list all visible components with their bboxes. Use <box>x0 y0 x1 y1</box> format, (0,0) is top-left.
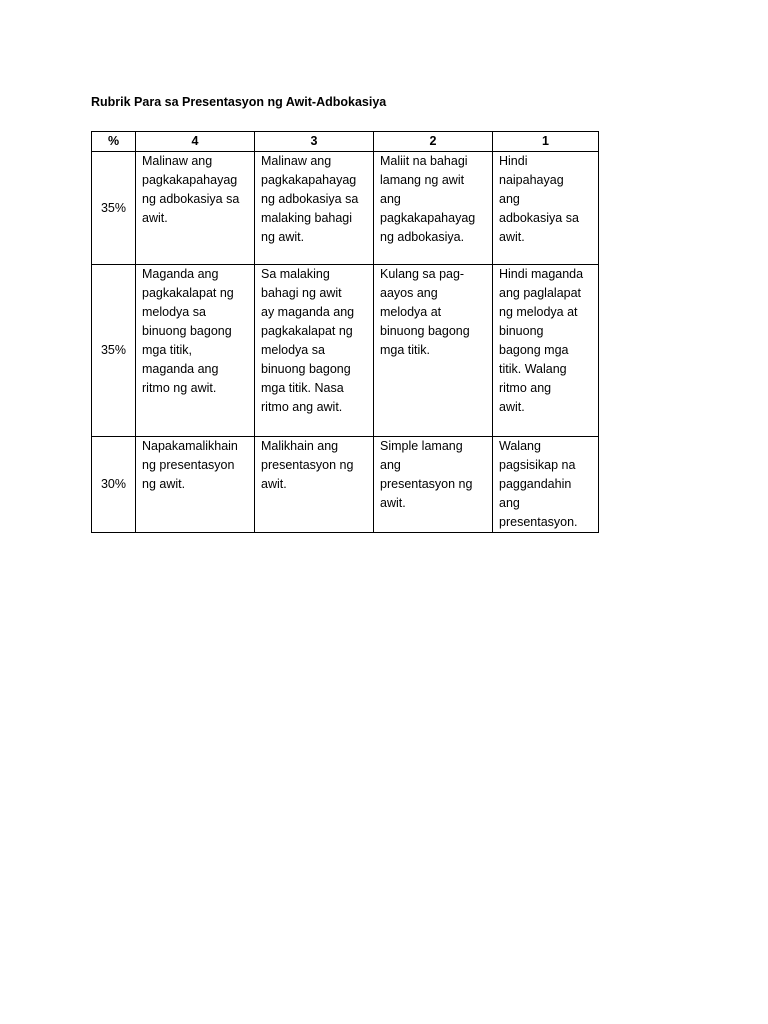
criterion-cell-score-1: Hindi naipahayag ang adbokasiya sa awit. <box>493 152 599 265</box>
header-score-1: 1 <box>493 132 599 152</box>
criterion-cell-score-1: Hindi maganda ang paglalapat ng melodya at binuong bagong mga titik. Walang ritmo ang awit. <box>493 265 599 437</box>
criterion-cell-score-2: Kulang sa pag- aayos ang melodya at binuong bagong mga titik. <box>374 265 493 437</box>
row-weight: 35% <box>92 265 136 437</box>
table-row <box>92 152 599 265</box>
rubric-table <box>91 131 599 533</box>
table-row <box>92 265 599 437</box>
criterion-cell-score-4: Malinaw ang pagkakapahayag ng adbokasiya sa awit. <box>136 152 255 265</box>
criterion-cell-score-2: Maliit na bahagi lamang ng awit ang pagkakapahayag ng adbokasiya. <box>374 152 493 265</box>
criterion-cell-score-3: Sa malaking bahagi ng awit ay maganda ang pagkakalapat ng melodya sa binuong bagong mga titik. Nasa ritmo ang awit. <box>255 265 374 437</box>
document-title: Rubrik Para sa Presentasyon ng Awit-Adbokasiya <box>91 95 387 109</box>
criterion-cell-score-1: Walang pagsisikap na paggandahin ang presentasyon. <box>493 437 599 533</box>
header-percent: % <box>92 132 136 152</box>
criterion-cell-score-3: Malinaw ang pagkakapahayag ng adbokasiya sa malaking bahagi ng awit. <box>255 152 374 265</box>
table-header-row <box>92 132 599 152</box>
header-score-3: 3 <box>255 132 374 152</box>
table-row <box>92 437 599 533</box>
header-score-2: 2 <box>374 132 493 152</box>
row-weight: 30% <box>92 437 136 533</box>
criterion-cell-score-3: Malikhain ang presentasyon ng awit. <box>255 437 374 533</box>
criterion-cell-score-4: Napakamalikhain ng presentasyon ng awit. <box>136 437 255 533</box>
criterion-cell-score-4: Maganda ang pagkakalapat ng melodya sa binuong bagong mga titik, maganda ang ritmo ng awit. <box>136 265 255 437</box>
header-score-4: 4 <box>136 132 255 152</box>
row-weight: 35% <box>92 152 136 265</box>
criterion-cell-score-2: Simple lamang ang presentasyon ng awit. <box>374 437 493 533</box>
